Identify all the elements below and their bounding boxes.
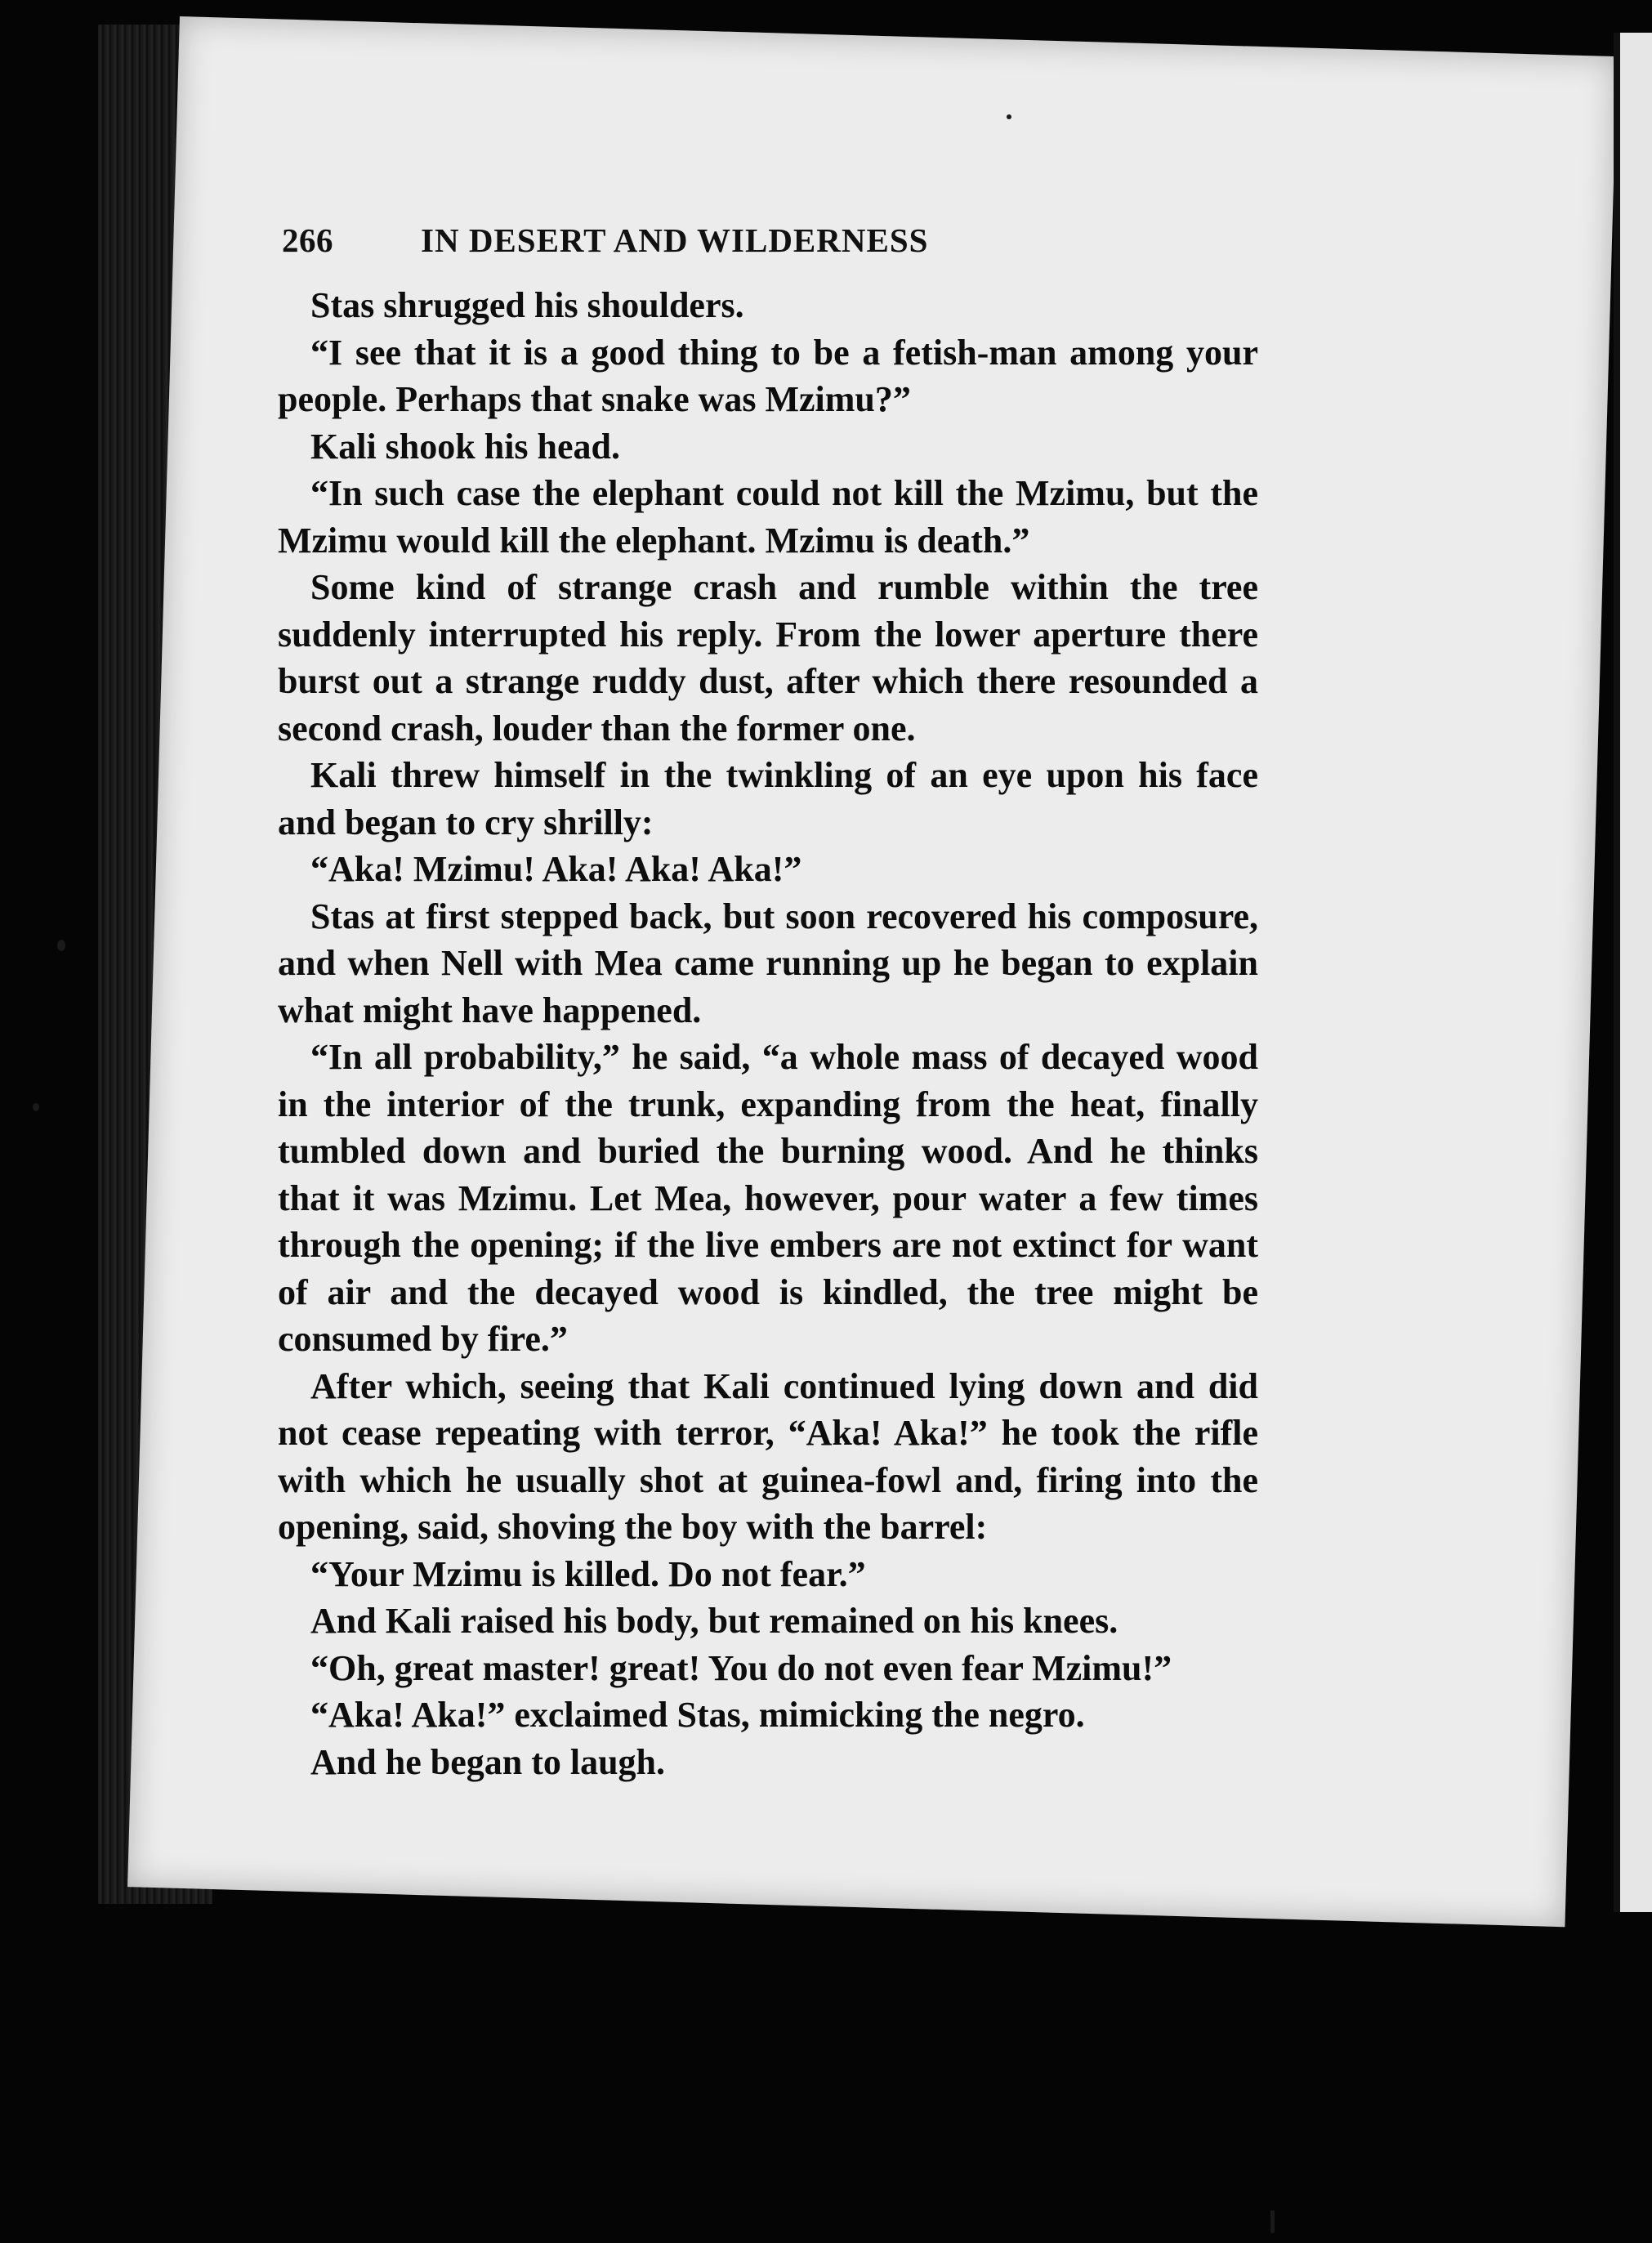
paragraph: “I see that it is a good thing to be a fetish-man among your people. Perhaps that snake was Mzimu?” <box>278 332 1258 419</box>
paragraph: “Aka! Mzimu! Aka! Aka! Aka!” <box>310 849 802 889</box>
paragraph: Stas shrugged his shoulders. <box>310 285 744 325</box>
running-title: IN DESERT AND WILDERNESS <box>421 221 929 259</box>
paragraph: Kali threw himself in the twinkling of an eye upon his face and began to cry shrilly: <box>278 755 1258 842</box>
paragraph: Kali shook his head. <box>310 426 621 467</box>
body-text <box>278 282 1258 1785</box>
dust-speck <box>57 940 65 951</box>
page-number: 266 <box>282 221 333 259</box>
paragraph: And Kali raised his body, but remained on his knees. <box>310 1601 1118 1641</box>
paragraph: “Aka! Aka!” exclaimed Stas, mimicking the negro. <box>310 1695 1085 1735</box>
paragraph: “Your Mzimu is killed. Do not fear.” <box>310 1553 866 1594</box>
paragraph: After which, seeing that Kali continued lying down and did not cease repeating with terror, “Aka! Aka!” he took the rifle with which he usually shot at guinea-fowl and, firing into the opening, said, shoving the boy with the barrel: <box>278 1365 1258 1547</box>
running-header <box>282 221 1107 260</box>
paragraph: Some kind of strange crash and rumble within the tree suddenly interrupted his reply. From the lower aperture there burst out a strange ruddy dust, after which there resounded a second crash, louder than the former one. <box>278 567 1258 748</box>
paragraph: “In all probability,” he said, “a whole mass of decayed wood in the interior of the trunk, expanding from the heat, finally tumbled down and buried the burning wood. And he thinks that it was Mzimu. Let Mea, however, pour water a few times through the opening; if the live embers are not extinct for want of air and the decayed wood is kindled, the tree might be consumed by fire.” <box>278 1037 1258 1359</box>
paragraph: “In such case the elephant could not kill the Mzimu, but the Mzimu would kill the elephant. Mzimu is death.” <box>278 473 1258 561</box>
facing-page-edge <box>1614 33 1652 1912</box>
dust-speck <box>33 1103 39 1111</box>
dust-speck <box>1007 114 1011 119</box>
paragraph: And he began to laugh. <box>310 1741 666 1782</box>
paragraph: Stas at first stepped back, but soon recovered his composure, and when Nell with Mea came running up he began to explain what might have happened. <box>278 896 1258 1030</box>
paragraph: “Oh, great master! great! You do not even fear Mzimu!” <box>310 1647 1172 1688</box>
dust-speck <box>1270 2210 1275 2233</box>
